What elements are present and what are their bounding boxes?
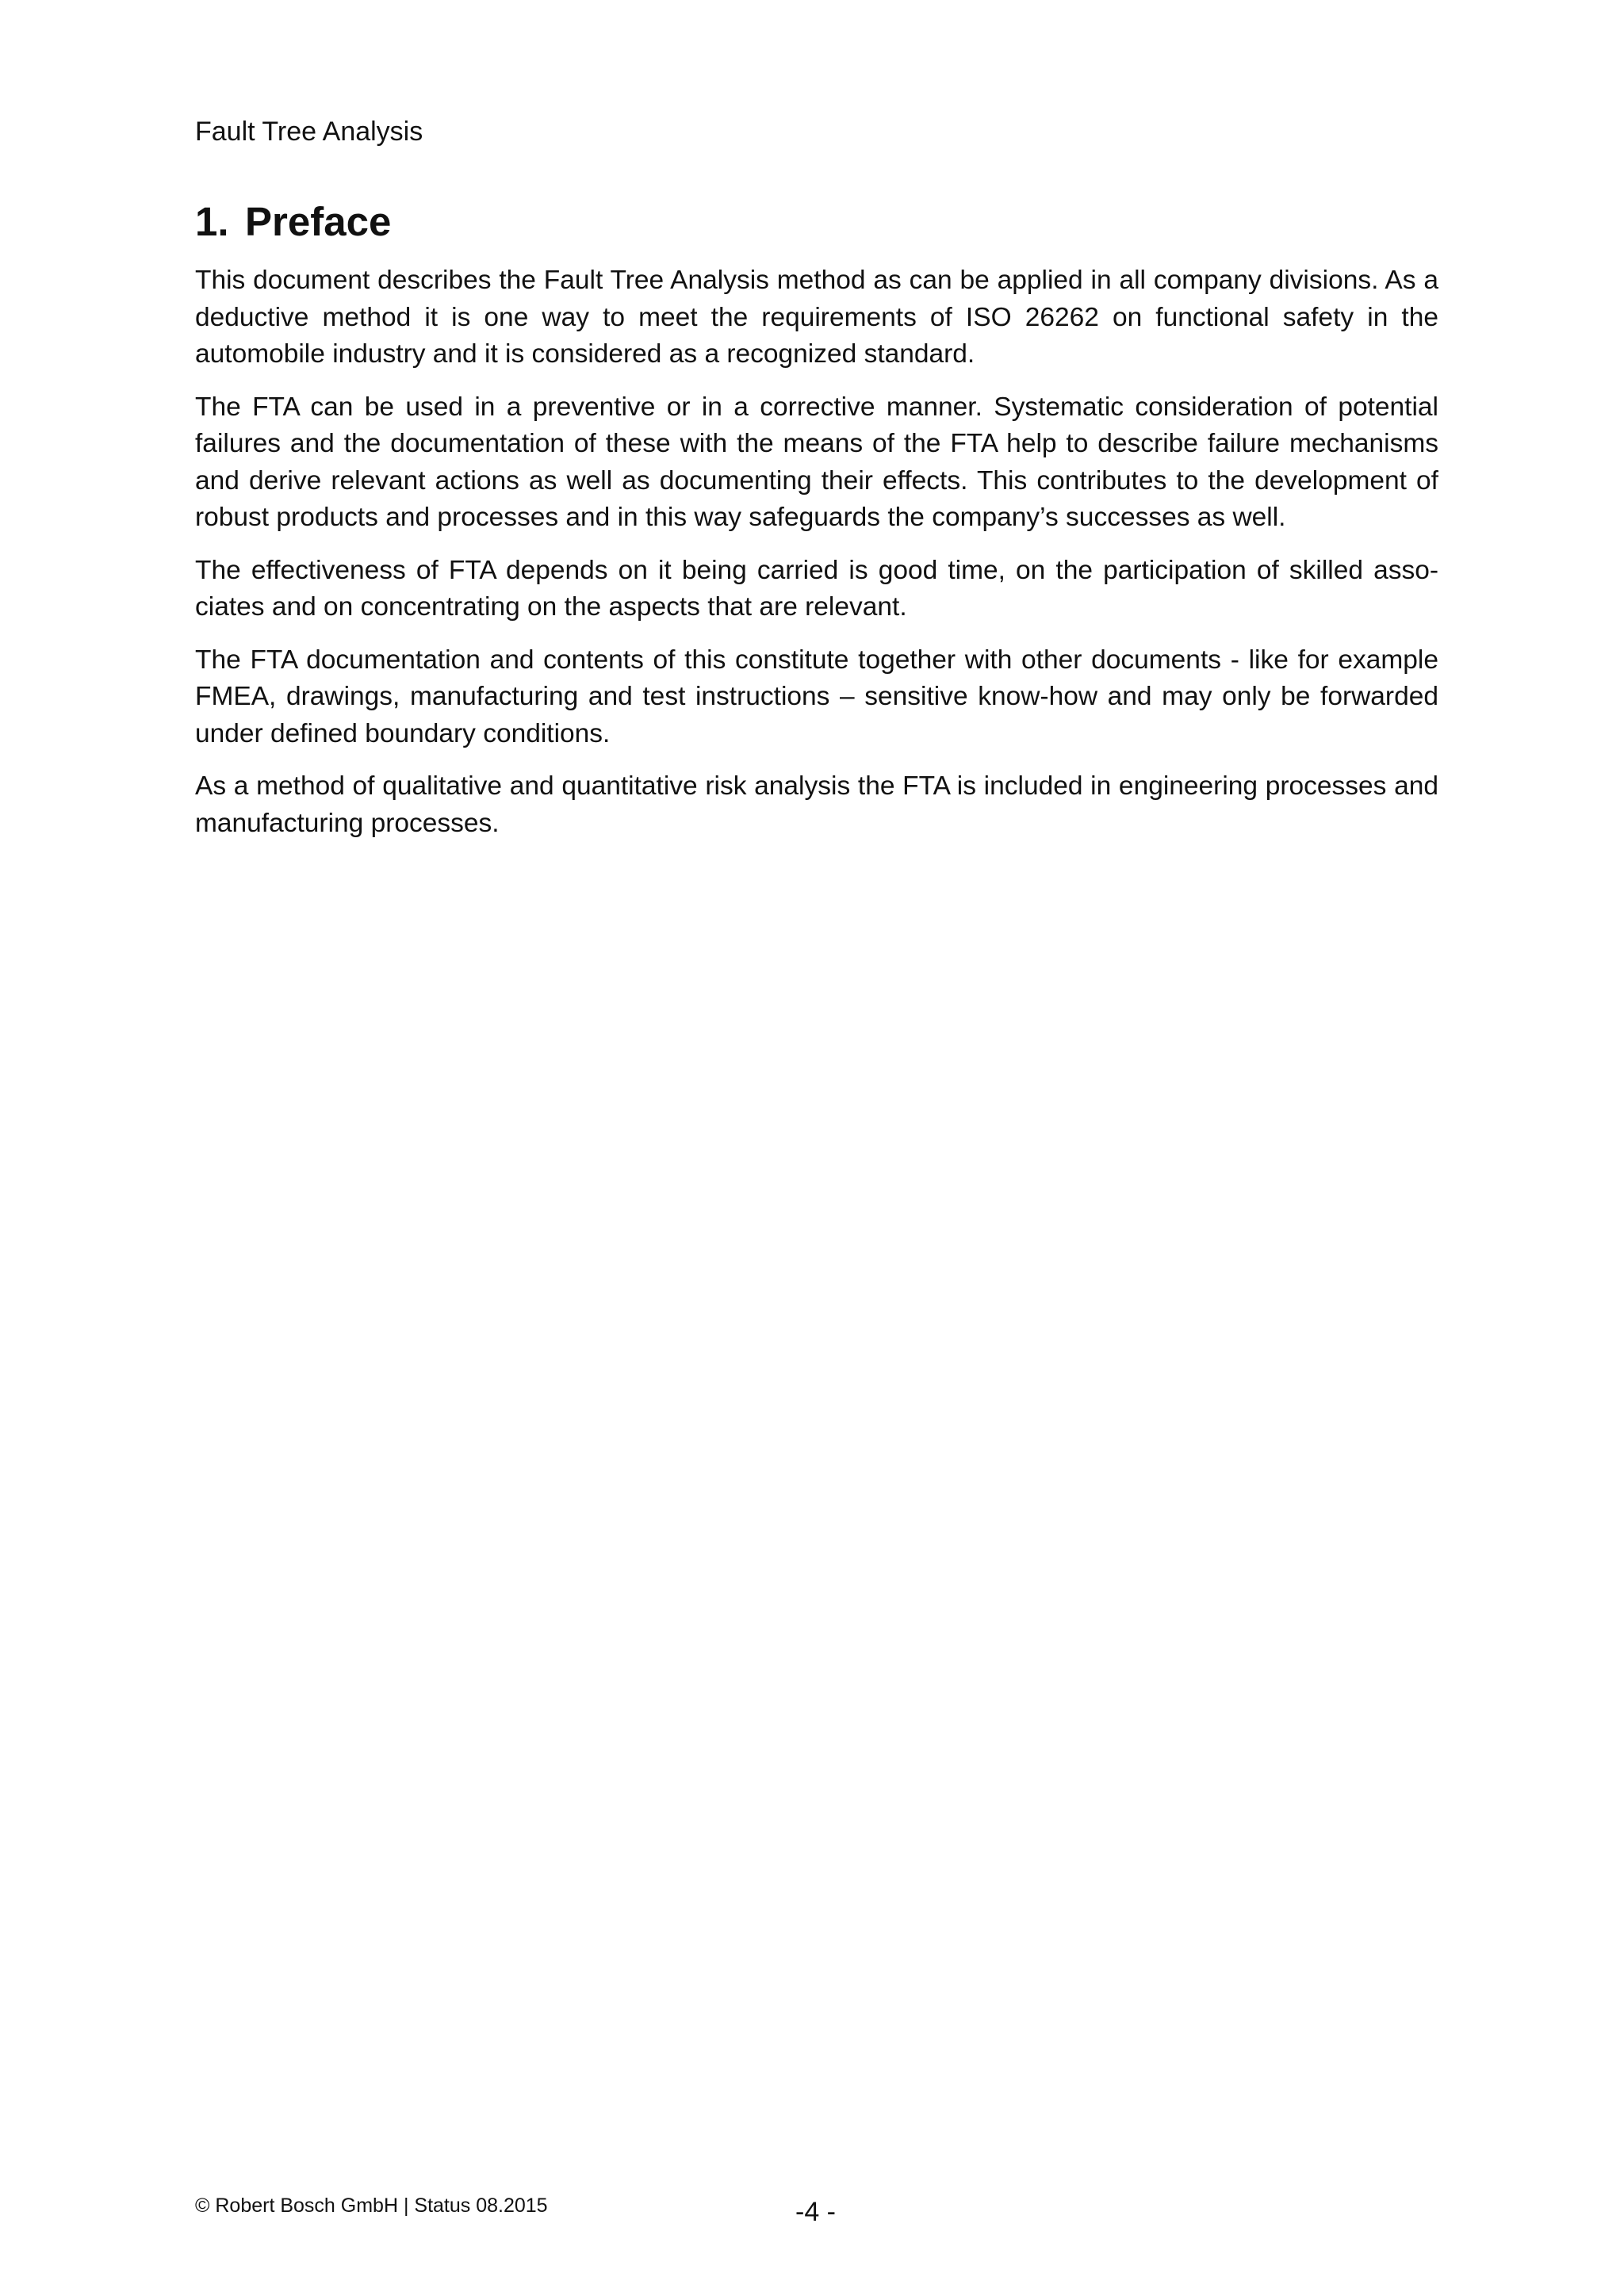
paragraph: The effectiveness of FTA depends on it being carried is good time, on the participation of skilled associates and on concentrating on the aspects that are relevant. — [195, 555, 1438, 622]
section-title: Preface — [245, 199, 392, 244]
running-header: Fault Tree Analysis — [195, 117, 423, 147]
page-number: -4 - — [795, 2197, 836, 2227]
section-number: 1. — [195, 199, 229, 244]
paragraph: As a method of qualitative and quantitative risk analysis the FTA is included in engineering processes and manufacturing processes. — [195, 771, 1438, 838]
body-text — [195, 262, 1438, 858]
footer-copyright: © Robert Bosch GmbH | Status 08.2015 — [195, 2195, 548, 2217]
paragraph: The FTA can be used in a preventive or in a corrective manner. Systematic consideration of potential failures and the documentation of these with the means of the FTA help to describe failure mechanisms and derive relevant actions as well as documenting their effects. This contributes to the development of robust products and processes and in this way safeguards the company’s successes as well. — [195, 392, 1438, 532]
section-heading — [195, 194, 391, 250]
paragraph: The FTA documentation and contents of this constitute together with other documents - like for example FMEA, drawings, manufacturing and test instructions – sensitive know-how and may only be forwarded under defined boundary conditions. — [195, 645, 1438, 748]
paragraph: This document describes the Fault Tree Analysis method as can be applied in all company divisions. As a deductive method it is one way to meet the requirements of ISO 26262 on functional safety in the automobile industry and it is considered as a recognized standard. — [195, 266, 1438, 369]
